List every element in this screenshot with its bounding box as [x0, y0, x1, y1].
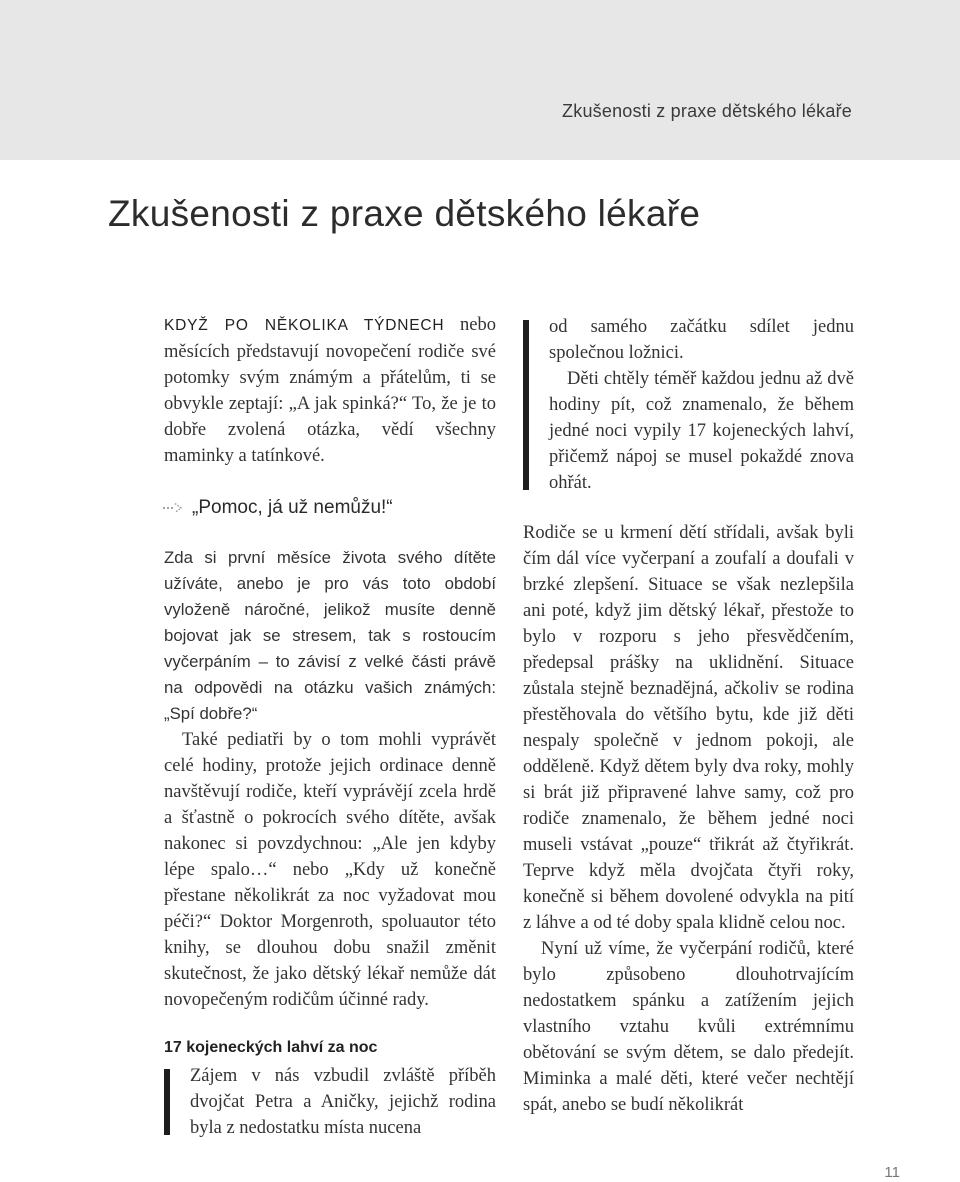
header-band — [0, 0, 960, 160]
quote-bar — [164, 1069, 170, 1135]
lead-caps: KDYŽ PO NĚKOLIKA TÝDNECH — [164, 317, 445, 334]
sidebar-quote — [164, 1063, 496, 1141]
lead-text: nebo měsících představují novopečení rodiče své potomky svým známým a přátelům, ti se obvykle zeptají: „A jak spinká?“ To, že je to dobře zvolená otázka, vědí všechny maminky a tatínkové. — [164, 315, 496, 466]
sidebar-text-continued: od samého začátku sdílet jednu společnou ložnici. — [549, 317, 854, 363]
dotted-arrow-icon — [162, 502, 184, 514]
page-title: Zkušenosti z praxe dětského lékaře — [108, 193, 701, 234]
left-column — [164, 312, 496, 1141]
lead-paragraph — [164, 312, 496, 469]
sidebar-text: Zájem v nás vzbudil zvláště příběh dvojčat Petra a Aničky, jejichž rodina byla z nedostatku místa nucena — [190, 1066, 496, 1138]
section-subheading — [164, 495, 496, 521]
spacer — [523, 496, 854, 520]
body-paragraph-3: Rodiče se u krmení dětí střídali, avšak byli čím dál více vyčerpaní a zoufalí a doufali v brzké zlepšení. Situace se však nezlepšila ani poté, když jim dětský lékař, přestože to bylo v rozporu s jeho přesvědčením, předepsal prášky na uklidnění. Situace zůstala stejně beznadějná, ačkoliv se rodina přestěhovala do většího bytu, kde již děti nespaly společně v jednom pokoji, ale odděleně. Když dětem byly dva roky, mohly si brát již připravené lahve samy, což pro rodiče znamenalo, že během jedné noci museli vstávat „pouze“ třikrát až čtyřikrát. Teprve když měla dvojčata čtyři roky, konečně si během dovolené odvykla na pití z láhve a od té doby spala klidně celou noc. — [523, 523, 854, 933]
page-number: 11 — [884, 1164, 900, 1181]
sidebar-text-2: Děti chtěly téměř každou jednu až dvě hodiny pít, což znamenalo, že během jedné noci vypily 17 kojeneckých lahví, přičemž nápoj se musel pokaždé znova ohřát. — [549, 369, 854, 493]
running-head: Zkušenosti z praxe dětského lékaře — [562, 101, 852, 121]
subheading-text: „Pomoc, já už nemůžu!“ — [192, 497, 393, 518]
sidebar-quote-continued — [523, 314, 854, 496]
right-column — [523, 312, 854, 1118]
quote-bar — [523, 320, 529, 490]
body-paragraph-4: Nyní už víme, že vyčerpání rodičů, které bylo způsobeno dlouhotrvajícím nedostatkem spánku a zatížením jejich vlastního vztahu kvůli extrémnímu obětování se svým dětem, se dalo předejít. Miminka a malé děti, které večer nechtějí spát, anebo se budí několikrát — [523, 939, 854, 1115]
body-paragraph-2: Také pediatři by o tom mohli vyprávět celé hodiny, protože jejich ordinace denně navštěvují rodiče, kteří vyprávějí zcela hrdě a šťastně o pokrocích svého dítěte, avšak nakonec si povzdychnou: „Ale jen kdyby lépe spalo…“ nebo „Kdy už konečně přestane několikrát za noc vyžadovat mou péči?“ Doktor Morgenroth, spoluautor této knihy, se dlouhou dobu snažil změnit skutečnost, že jako dětský lékař nemůže dát novopečeným rodičům účinné rady. — [164, 730, 496, 1010]
sidebar-heading: 17 kojeneckých lahví za noc — [164, 1039, 378, 1056]
body-paragraph-1: Zda si první měsíce života svého dítěte užíváte, anebo je pro vás toto období vyloženě náročné, jelikož musíte denně bojovat jak se stresem, tak s rostoucím vyčerpáním – to závisí z velké části právě na odpovědi na otázku vašich známých: „Spí dobře?“ — [164, 548, 496, 723]
